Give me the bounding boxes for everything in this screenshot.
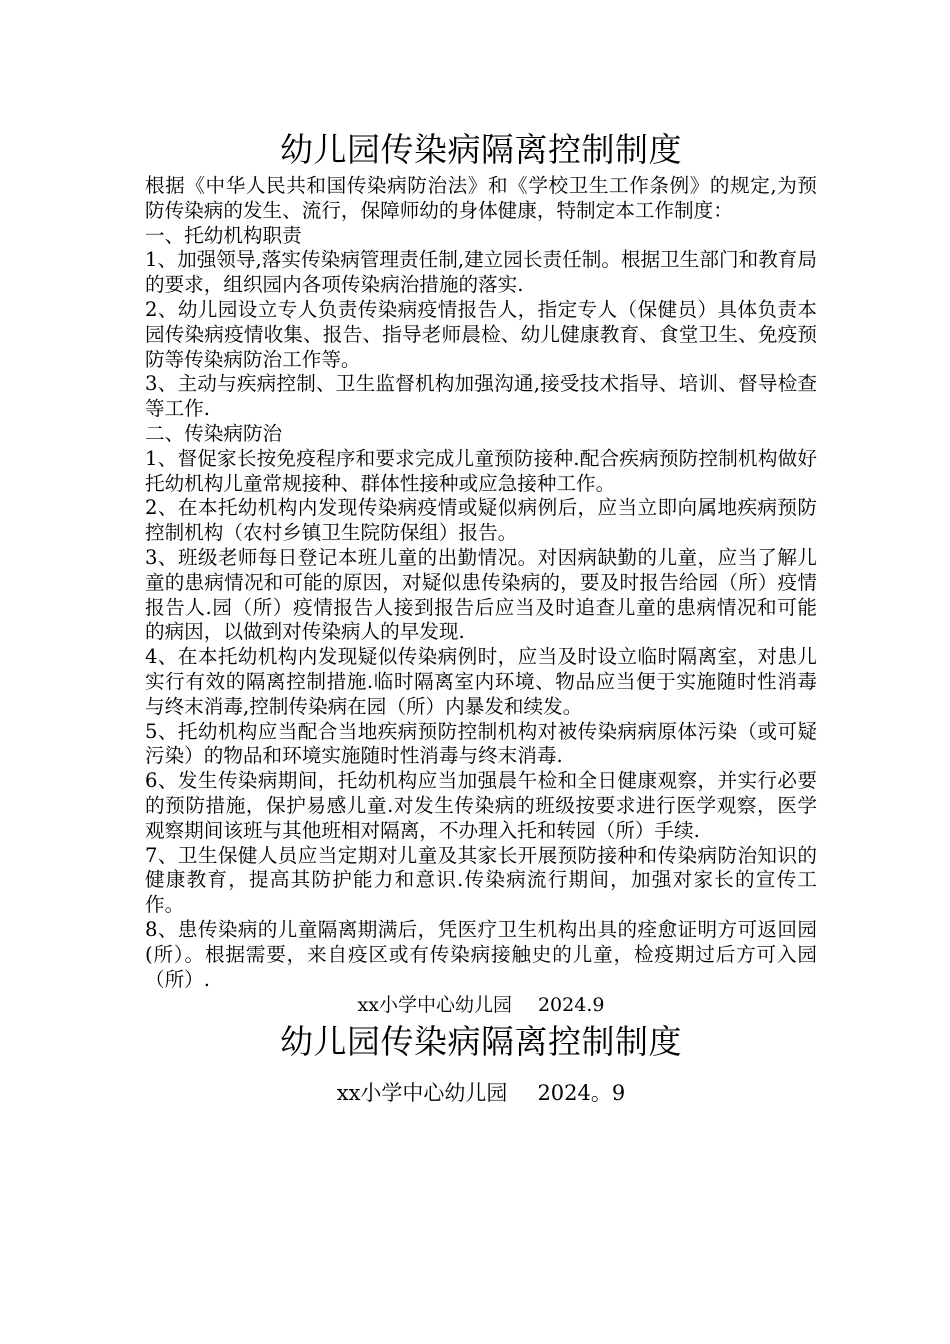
duty-item-3: 3、主动与疾病控制、卫生监督机构加强沟通,接受技术指导、培训、督导检查等工作. xyxy=(145,372,817,421)
repeat-title: 幼儿园传染病隔离控制制度 xyxy=(280,1022,682,1062)
prevention-item-3: 3、班级老师每日登记本班儿童的出勤情况。对因病缺勤的儿童，应当了解儿童的患病情况和可能的原因，对疑似患传染病的，要及时报告给园（所）疫情报告人.园（所）疫情报告人接到报告后应当及时追查儿童的患病情况和可能的病因，以做到对传染病人的早发现. xyxy=(145,545,817,644)
signature-date: 2024.9 xyxy=(537,994,605,1017)
prevention-item-8: 8、患传染病的儿童隔离期满后，凭医疗卫生机构出具的痊愈证明方可返回园(所）。根据需要，来自疫区或有传染病接触史的儿童，检疫期过后方可入园（所）. xyxy=(145,917,817,991)
intro-paragraph: 根据《中华人民共和国传染病防治法》和《学校卫生工作条例》的规定,为预防传染病的发生、流行，保障师幼的身体健康，特制定本工作制度： xyxy=(145,174,817,222)
prevention-item-5: 5、托幼机构应当配合当地疾病预防控制机构对被传染病病原体污染（或可疑污染）的物品和环境实施随时性消毒与终末消毒. xyxy=(145,719,817,768)
prevention-item-2: 2、在本托幼机构内发现传染病疫情或疑似病例后，应当立即向属地疾病预防控制机构（农村乡镇卫生院防保组）报告。 xyxy=(145,496,817,545)
document-title: 幼儿园传染病隔离控制制度 xyxy=(280,130,682,169)
prevention-item-4: 4、在本托幼机构内发现疑似传染病例时，应当及时设立临时隔离室，对患儿实行有效的隔离控制措施.临时隔离室内环境、物品应当便于实施随时性消毒与终末消毒,控制传染病在园（所）内暴发和续发。 xyxy=(145,645,817,718)
section-heading-duties: 一、托幼机构职责 xyxy=(145,223,302,247)
repeat-signature-date: 2024。9 xyxy=(537,1081,626,1106)
repeat-signature-org: xx小学中心幼儿园 xyxy=(336,1081,508,1106)
section-heading-prevention: 二、传染病防治 xyxy=(145,421,283,445)
document-page xyxy=(145,128,817,1108)
signature-org: xx小学中心幼儿园 xyxy=(357,994,512,1017)
duty-item-1: 1、加强领导,落实传染病管理责任制,建立园长责任制。根据卫生部门和教育局的要求，组织园内各项传染病治措施的落实. xyxy=(145,248,817,297)
prevention-item-7: 7、卫生保健人员应当定期对儿童及其家长开展预防接种和传染病防治知识的健康教育，提高其防护能力和意识.传染病流行期间，加强对家长的宣传工作。 xyxy=(145,843,817,917)
prevention-item-1: 1、督促家长按免疫程序和要求完成儿童预防接种.配合疾病预防控制机构做好托幼机构儿童常规接种、群体性接种或应急接种工作。 xyxy=(145,446,817,495)
duty-item-2: 2、幼儿园设立专人负责传染病疫情报告人，指定专人（保健员）具体负责本园传染病疫情收集、报告、指导老师晨检、幼儿健康教育、食堂卫生、免疫预防等传染病防治工作等。 xyxy=(145,297,817,371)
signature-line xyxy=(145,992,817,1018)
prevention-item-6: 6、发生传染病期间，托幼机构应当加强晨午检和全日健康观察，并实行必要的预防措施，保护易感儿童.对发生传染病的班级按要求进行医学观察，医学观察期间该班与其他班相对隔离，不办理入托和转园（所）手续. xyxy=(145,769,817,842)
repeat-signature-line xyxy=(145,1078,817,1108)
